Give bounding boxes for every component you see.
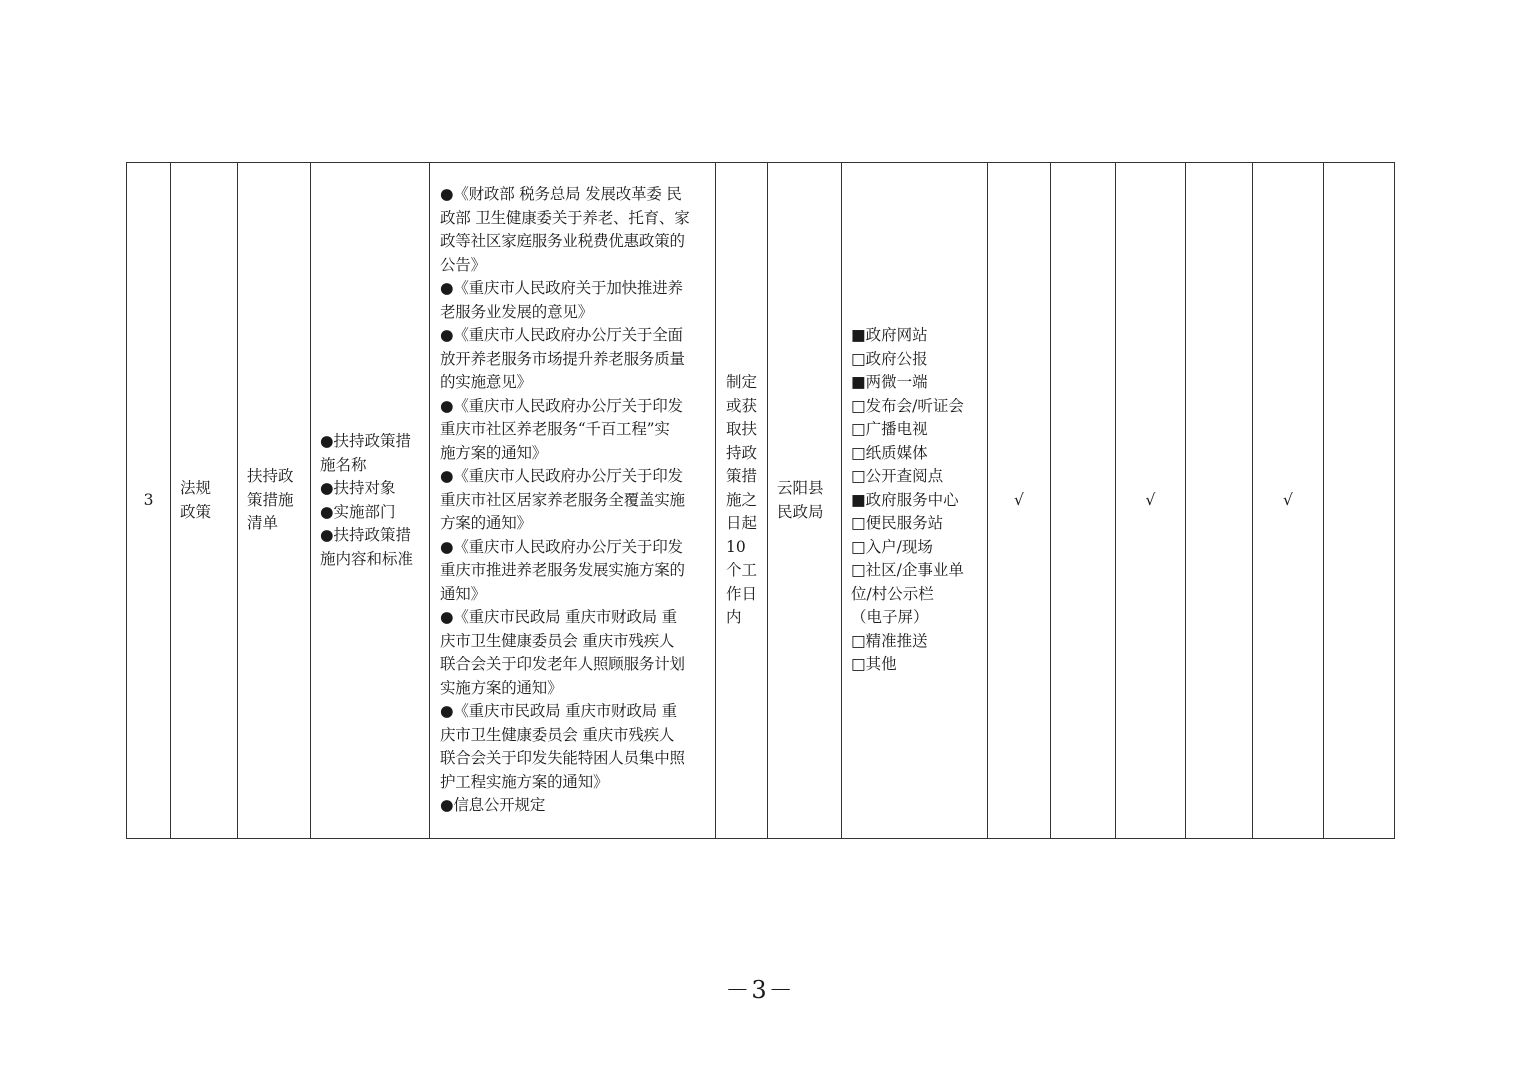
time-limit-line: 日起	[726, 514, 758, 533]
check-cell	[1324, 163, 1395, 839]
basis-line: 庆市卫生健康委员会 重庆市残疾人	[440, 631, 675, 650]
channel-option: ■政府网站	[851, 326, 928, 345]
check-cell	[1253, 163, 1324, 839]
category-line: 法规	[180, 479, 212, 497]
content-element-line: 施名称	[320, 455, 367, 474]
time-limit-line: 持政	[726, 443, 758, 462]
channel-option: □发布会/听证会	[851, 396, 964, 415]
basis-line: 联合会关于印发老年人照顾服务计划	[440, 655, 685, 674]
basis-line: 施方案的通知》	[440, 443, 548, 462]
check-mark: √	[1283, 490, 1293, 509]
item-line: 策措施	[247, 490, 294, 509]
time-limit-line: 策措	[726, 467, 758, 486]
channel-option: □公开查阅点	[851, 467, 944, 486]
channel-option: □其他	[851, 655, 897, 674]
channel-option: □政府公报	[851, 349, 928, 368]
basis-line: ●《重庆市人民政府办公厅关于全面	[440, 326, 683, 345]
basis-line: ●《重庆市民政局 重庆市财政局 重	[440, 702, 677, 721]
check-cell	[1186, 163, 1253, 839]
basis-line: 重庆市推进养老服务发展实施方案的	[440, 561, 685, 580]
table-row	[127, 163, 1395, 839]
basis-line: 政部 卫生健康委关于养老、托育、家	[440, 208, 690, 227]
basis-line: 重庆市社区居家养老服务全覆盖实施	[440, 490, 685, 509]
basis-cell	[430, 163, 716, 839]
item-line: 扶持政	[247, 467, 294, 486]
basis-line: ●《重庆市人民政府办公厅关于印发	[440, 537, 683, 556]
time-limit-cell	[716, 163, 768, 839]
basis-line: 通知》	[440, 584, 486, 603]
page-number: －3－	[725, 976, 795, 1004]
channel-option: □入户/现场	[851, 537, 933, 556]
basis-line: 的实施意见》	[440, 373, 532, 392]
basis-line: ●《财政部 税务总局 发展改革委 民	[440, 185, 682, 204]
basis-line: ●《重庆市人民政府关于加快推进养	[440, 279, 683, 298]
channels-cell	[842, 163, 988, 839]
channel-option: □便民服务站	[851, 514, 944, 533]
content-element-line: ●扶持政策措	[320, 526, 412, 544]
content-element-line: ●扶持对象	[320, 479, 396, 497]
check-mark: √	[1014, 490, 1024, 509]
channel-option: □纸质媒体	[851, 443, 928, 462]
basis-line: 方案的通知》	[440, 514, 532, 533]
basis-line: 重庆市社区养老服务“千百工程”实	[440, 420, 670, 439]
content-element-line: 施内容和标准	[320, 549, 414, 568]
content-element-line: ●扶持政策措	[320, 432, 412, 450]
disclosure-table	[126, 162, 1395, 839]
basis-line: 联合会关于印发失能特困人员集中照	[440, 749, 685, 768]
check-cell	[988, 163, 1051, 839]
basis-line: 政等社区家庭服务业税费优惠政策的	[440, 232, 685, 251]
basis-line: ●《重庆市人民政府办公厅关于印发	[440, 396, 683, 415]
subject-line: 云阳县	[777, 479, 824, 497]
basis-line: ●《重庆市民政局 重庆市财政局 重	[440, 608, 677, 627]
channel-option: □广播电视	[851, 420, 928, 439]
channel-option: □精准推送	[851, 631, 928, 650]
time-limit-line: 10	[726, 537, 746, 556]
time-limit-line: 取扶	[726, 420, 758, 439]
basis-line: 公告》	[440, 255, 486, 274]
subject-cell	[768, 163, 842, 839]
time-limit-line: 作日	[726, 584, 758, 603]
row-index-cell	[127, 163, 171, 839]
item-line: 清单	[247, 514, 279, 533]
check-cell	[1051, 163, 1116, 839]
basis-line: ●《重庆市人民政府办公厅关于印发	[440, 467, 683, 486]
item-cell	[238, 163, 311, 839]
basis-line: 护工程实施方案的通知》	[440, 772, 609, 791]
basis-line: ●信息公开规定	[440, 796, 546, 815]
content-element-line: ●实施部门	[320, 502, 396, 521]
content-elements-cell	[311, 163, 430, 839]
basis-line: 实施方案的通知》	[440, 678, 563, 697]
subject-line: 民政局	[777, 502, 824, 521]
channel-option: 位/村公示栏	[851, 584, 934, 603]
time-limit-line: 施之	[726, 490, 758, 509]
channel-option: ■两微一端	[851, 373, 928, 392]
time-limit-line: 制定	[726, 373, 758, 392]
time-limit-line: 或获	[726, 396, 758, 415]
time-limit-line: 个工	[726, 561, 758, 580]
category-line: 政策	[180, 502, 212, 521]
category-cell	[171, 163, 238, 839]
row-index: 3	[143, 490, 154, 509]
channel-option: ■政府服务中心	[851, 490, 959, 509]
basis-line: 老服务业发展的意见》	[440, 302, 594, 321]
channel-option: （电子屏）	[851, 608, 929, 627]
time-limit-line: 内	[726, 608, 742, 627]
channel-option: □社区/企事业单	[851, 561, 964, 580]
check-cell	[1116, 163, 1186, 839]
check-mark: √	[1145, 490, 1156, 509]
basis-line: 庆市卫生健康委员会 重庆市残疾人	[440, 725, 675, 744]
basis-line: 放开养老服务市场提升养老服务质量	[440, 349, 685, 368]
